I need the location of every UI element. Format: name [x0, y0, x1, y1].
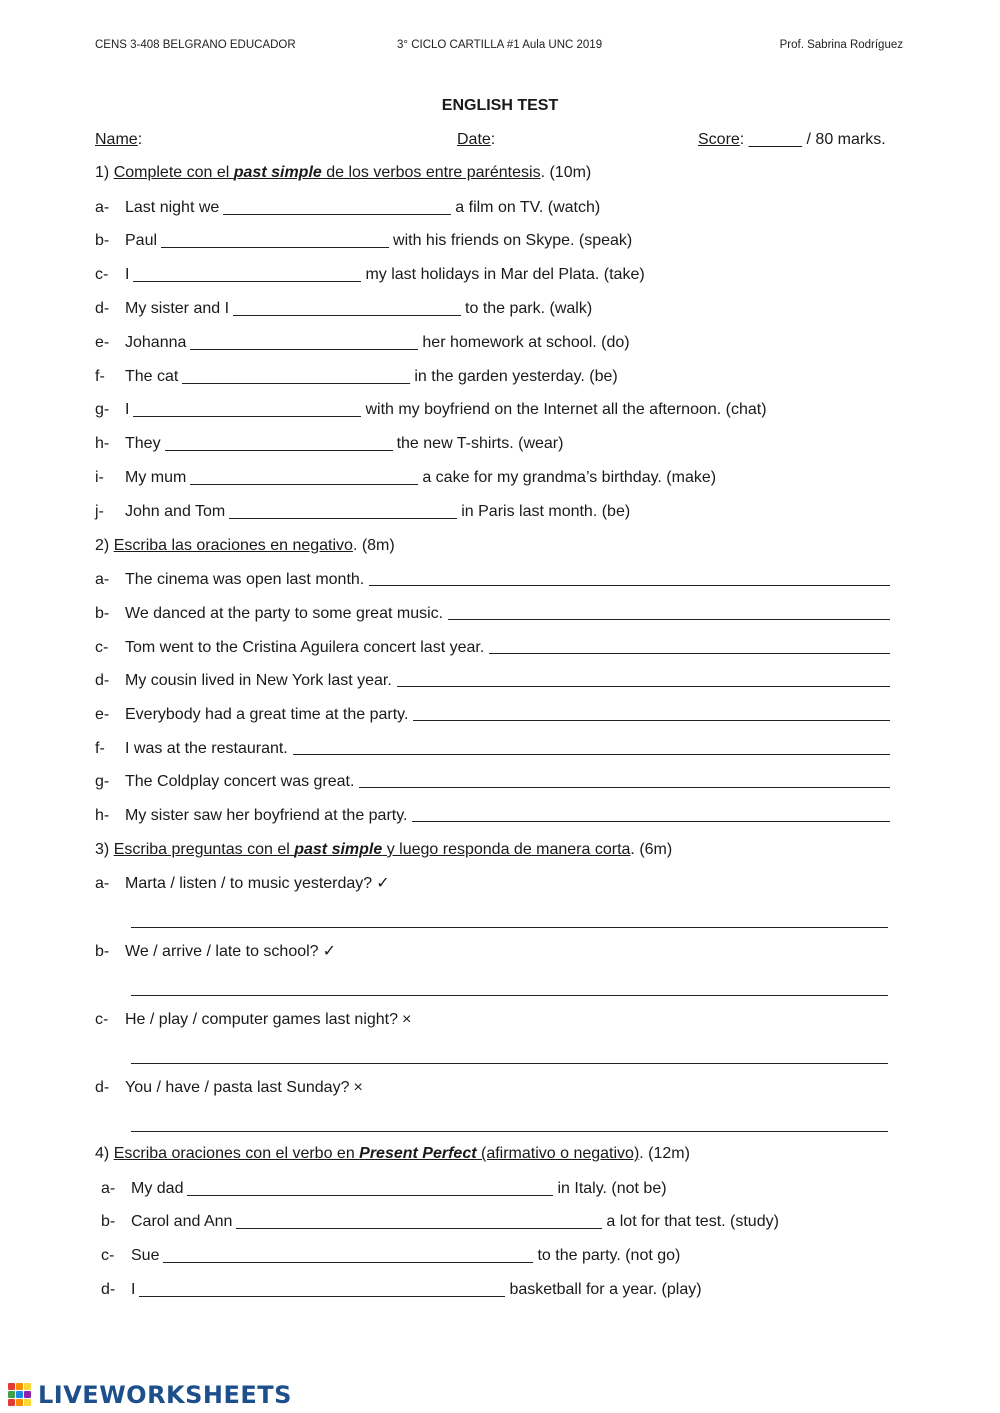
logo-text: LIVEWORKSHEETS [38, 1381, 292, 1409]
item-prompt: He / play / computer games last night? [125, 1011, 399, 1028]
header-right: Prof. Sabrina Rodríguez [779, 39, 903, 51]
logo-square [8, 1391, 15, 1398]
section1-item [95, 264, 890, 286]
logo-square [24, 1399, 31, 1406]
item-text: The cinema was open last month. [125, 571, 365, 588]
item-text: My sister saw her boyfriend at the party. [125, 807, 408, 824]
answer-blank[interactable] [190, 483, 418, 485]
liveworksheets-logo[interactable] [6, 1380, 292, 1410]
item-label: e- [95, 706, 110, 723]
item-text-after: a film on TV. (watch) [455, 199, 601, 216]
item-label: f- [95, 368, 105, 385]
section2-item [95, 670, 890, 692]
item-text-after: a cake for my grandma’s birthday. (make) [422, 469, 717, 486]
section2-item [95, 771, 890, 793]
item-label: d- [95, 672, 110, 689]
answer-blank[interactable] [139, 1295, 505, 1297]
item-label: b- [95, 943, 110, 960]
section4-item [101, 1279, 890, 1301]
cross-icon: × [353, 1079, 363, 1096]
item-text-after: in Paris last month. (be) [461, 503, 631, 520]
date-field[interactable]: Date: [457, 131, 496, 148]
answer-line[interactable] [413, 704, 890, 721]
item-text: I was at the restaurant. [125, 740, 288, 757]
item-label: c- [101, 1247, 115, 1264]
item-label: b- [95, 605, 110, 622]
logo-square [24, 1383, 31, 1390]
answer-line[interactable] [369, 569, 890, 586]
item-label: h- [95, 807, 110, 824]
answer-line[interactable] [131, 994, 888, 996]
item-text-after: my last holidays in Mar del Plata. (take) [365, 266, 645, 283]
logo-square [8, 1399, 15, 1406]
page-title: ENGLISH TEST [441, 97, 559, 114]
answer-blank[interactable] [163, 1261, 533, 1263]
item-prompt: Marta / listen / to music yesterday? [125, 875, 373, 892]
logo-square [16, 1391, 23, 1398]
item-text-after: basketball for a year. (play) [509, 1281, 702, 1298]
item-text-after: her homework at school. (do) [422, 334, 630, 351]
item-label: g- [95, 401, 110, 418]
section3-item [95, 873, 890, 895]
item-label: d- [101, 1281, 116, 1298]
logo-square [8, 1383, 15, 1390]
item-text-after: a lot for that test. (study) [606, 1213, 779, 1230]
name-field[interactable]: Name: [95, 131, 143, 148]
section1-item [95, 197, 890, 219]
item-label: d- [95, 1079, 110, 1096]
item-label: b- [95, 232, 110, 249]
answer-blank[interactable] [182, 382, 410, 384]
item-text-before: My sister and I [125, 300, 230, 317]
cross-icon: × [402, 1011, 412, 1028]
item-label: j- [95, 503, 104, 520]
answer-blank[interactable] [165, 449, 393, 451]
answer-blank[interactable] [229, 517, 457, 519]
item-text-before: I [125, 266, 130, 283]
header-left: CENS 3-408 BELGRANO EDUCADOR [95, 39, 296, 51]
section3-heading: 3) Escriba preguntas con el past simple y luego responda de manera corta. (6m) [95, 841, 673, 858]
section4-item [101, 1211, 890, 1233]
answer-blank[interactable] [133, 415, 361, 417]
item-label: f- [95, 740, 105, 757]
item-label: b- [101, 1213, 116, 1230]
item-label: e- [95, 334, 110, 351]
item-text-after: to the party. (not go) [537, 1247, 681, 1264]
item-text-before: John and Tom [125, 503, 226, 520]
answer-line[interactable] [397, 670, 890, 687]
item-text-before: Paul [125, 232, 158, 249]
item-text-before: Carol and Ann [131, 1213, 233, 1230]
answer-line[interactable] [448, 603, 890, 620]
check-icon: ✓ [322, 943, 336, 960]
answer-line[interactable] [359, 771, 890, 788]
section4-heading: 4) Escriba oraciones con el verbo en Present Perfect (afirmativo o negativo). (12m) [95, 1145, 690, 1162]
logo-square [16, 1383, 23, 1390]
section1-item [95, 366, 890, 388]
item-text-after: the new T-shirts. (wear) [396, 435, 564, 452]
section2-item [95, 637, 890, 659]
answer-line[interactable] [131, 926, 888, 928]
logo-square [24, 1391, 31, 1398]
answer-blank[interactable] [187, 1194, 553, 1196]
item-text-before: I [131, 1281, 136, 1298]
answer-blank[interactable] [236, 1227, 602, 1229]
section4-item [101, 1178, 890, 1200]
answer-line[interactable] [293, 738, 890, 755]
answer-line[interactable] [412, 805, 890, 822]
section2-item [95, 738, 890, 760]
item-prompt: We / arrive / late to school? [125, 943, 319, 960]
section2-item [95, 603, 890, 625]
section1-heading: 1) Complete con el past simple de los verbos entre paréntesis. (10m) [95, 164, 592, 181]
item-text-before: The cat [125, 368, 179, 385]
answer-blank[interactable] [223, 213, 451, 215]
item-text: The Coldplay concert was great. [125, 773, 355, 790]
section2-heading: 2) Escriba las oraciones en negativo. (8m) [95, 537, 395, 554]
item-label: c- [95, 639, 109, 656]
item-text-before: My dad [131, 1180, 184, 1197]
answer-line[interactable] [131, 1130, 888, 1132]
section3-item [95, 941, 890, 963]
header-center: 3° CICLO CARTILLA #1 Aula UNC 2019 [397, 39, 603, 51]
item-text-before: I [125, 401, 130, 418]
item-label: a- [95, 875, 110, 892]
item-label: g- [95, 773, 110, 790]
item-text-after: in Italy. (not be) [557, 1180, 667, 1197]
item-label: h- [95, 435, 110, 452]
item-label: d- [95, 300, 110, 317]
section2-item [95, 704, 890, 726]
logo-icon [6, 1382, 34, 1408]
item-text-before: Johanna [125, 334, 187, 351]
answer-blank[interactable] [190, 348, 418, 350]
section1-item [95, 433, 890, 455]
section1-item [95, 467, 890, 489]
answer-blank[interactable] [133, 280, 361, 282]
item-text-before: Sue [131, 1247, 160, 1264]
item-label: a- [101, 1180, 116, 1197]
answer-line[interactable] [489, 637, 890, 654]
item-text-after: to the park. (walk) [465, 300, 593, 317]
section1-item [95, 230, 890, 252]
info-row [95, 129, 890, 151]
section3-item [95, 1077, 890, 1099]
check-icon: ✓ [376, 875, 390, 892]
answer-blank[interactable] [233, 314, 461, 316]
item-prompt: You / have / pasta last Sunday? [125, 1079, 350, 1096]
item-label: c- [95, 266, 109, 283]
section1-item [95, 399, 890, 421]
answer-blank[interactable] [161, 246, 389, 248]
section1-item [95, 332, 890, 354]
item-text-after: with my boyfriend on the Internet all the afternoon. (chat) [365, 401, 767, 418]
item-text: We danced at the party to some great music. [125, 605, 444, 622]
section1-item [95, 298, 890, 320]
logo-square [16, 1399, 23, 1406]
item-label: c- [95, 1011, 109, 1028]
section4-item [101, 1245, 890, 1267]
item-text-before: Last night we [125, 199, 220, 216]
section3-item [95, 1009, 890, 1031]
item-label: a- [95, 199, 110, 216]
section1-item [95, 501, 890, 523]
answer-line[interactable] [131, 1062, 888, 1064]
item-label: a- [95, 571, 110, 588]
item-text-after: in the garden yesterday. (be) [414, 368, 618, 385]
item-label: i- [95, 469, 104, 486]
item-text-after: with his friends on Skype. (speak) [393, 232, 633, 249]
item-text-before: They [125, 435, 161, 452]
score-field[interactable]: Score: ______ / 80 marks. [698, 131, 886, 148]
item-text: My cousin lived in New York last year. [125, 672, 392, 689]
item-text: Tom went to the Cristina Aguilera concert last year. [125, 639, 485, 656]
section2-item [95, 569, 890, 591]
section2-item [95, 805, 890, 827]
item-text-before: My mum [125, 469, 187, 486]
item-text: Everybody had a great time at the party. [125, 706, 409, 723]
